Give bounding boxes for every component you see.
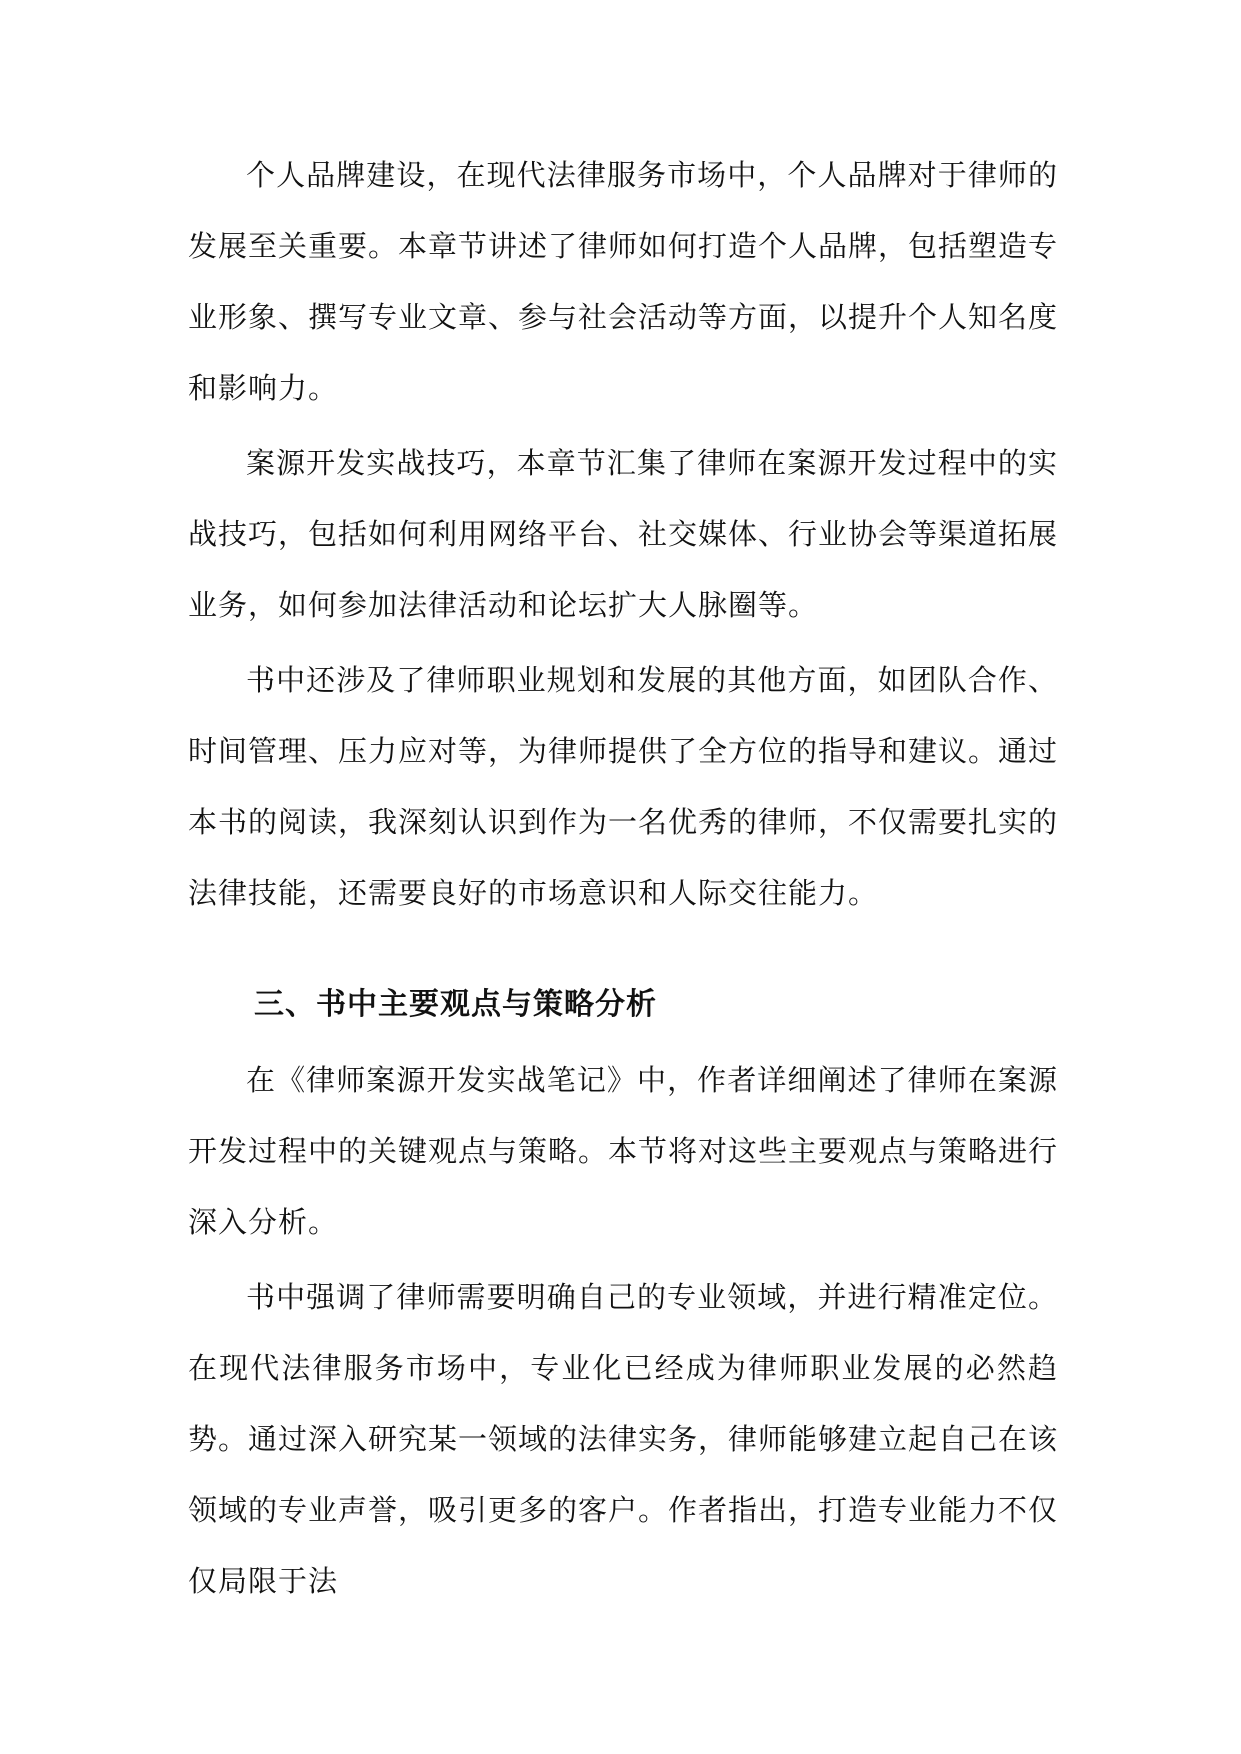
paragraph-personal-brand: 个人品牌建设，在现代法律服务市场中，个人品牌对于律师的发展至关重要。本章节讲述了律师如何打造个人品牌，包括塑造专业形象、撰写专业文章、参与社会活动等方面，以提升个人知名度和影响力。 — [188, 158, 1059, 405]
section-heading: 三、书中主要观点与策略分析 — [254, 987, 657, 1022]
document-body — [188, 140, 1058, 1617]
paragraph-section-intro: 在《律师案源开发实战笔记》中，作者详细阐述了律师在案源开发过程中的关键观点与策略。本节将对这些主要观点与策略进行深入分析。 — [188, 1063, 1059, 1239]
paragraph-case-development-skills: 案源开发实战技巧，本章节汇集了律师在案源开发过程中的实战技巧，包括如何利用网络平台、社交媒体、行业协会等渠道拓展业务，如何参加法律活动和论坛扩大人脉圈等。 — [188, 446, 1059, 622]
paragraph-specialization: 书中强调了律师需要明确自己的专业领域，并进行精准定位。在现代法律服务市场中，专业化已经成为律师职业发展的必然趋势。通过深入研究某一领域的法律实务，律师能够建立起自己在该领域的专业声誉，吸引更多的客户。作者指出，打造专业能力不仅仅局限于法 — [188, 1280, 1059, 1598]
paragraph-career-planning: 书中还涉及了律师职业规划和发展的其他方面，如团队合作、时间管理、压力应对等，为律师提供了全方位的指导和建议。通过本书的阅读，我深刻认识到作为一名优秀的律师，不仅需要扎实的法律技能，还需要良好的市场意识和人际交往能力。 — [188, 663, 1059, 910]
